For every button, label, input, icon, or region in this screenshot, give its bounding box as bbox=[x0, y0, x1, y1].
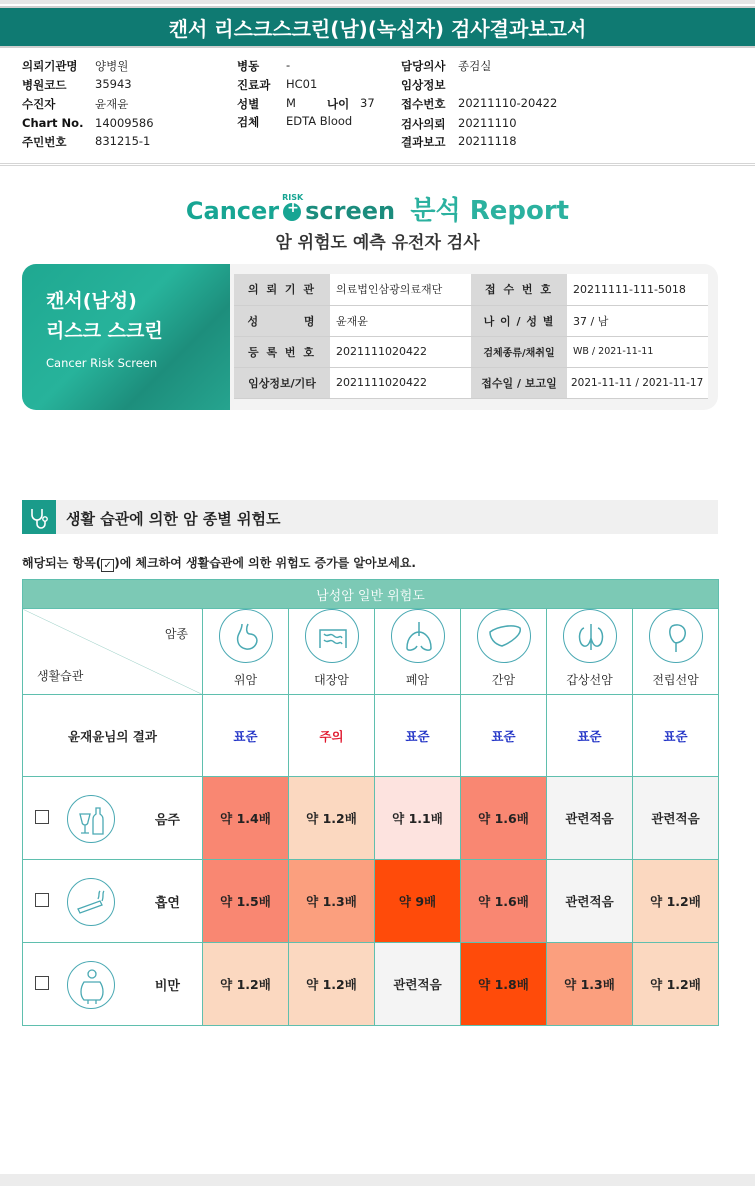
summary-label: 등 록 번 호 bbox=[234, 336, 330, 367]
summary-label: 나 이 / 성 별 bbox=[471, 305, 567, 336]
corner-bottom-label: 생활습관 bbox=[37, 669, 84, 683]
risk-cell: 약 1.4배 bbox=[203, 777, 289, 860]
risk-cell: 약 1.2배 bbox=[633, 943, 719, 1026]
info-label: 검체 bbox=[237, 115, 260, 129]
info-label: 접수번호 bbox=[401, 97, 446, 111]
risk-cell: 관련적음 bbox=[375, 943, 461, 1026]
summary-value: 2021111020422 bbox=[330, 336, 471, 367]
divider bbox=[0, 163, 755, 166]
card-title-1: 캔서(남성) bbox=[46, 290, 137, 312]
info-value: 윤재윤 bbox=[95, 97, 129, 111]
info-value: EDTA Blood bbox=[286, 114, 353, 128]
risk-cell: 약 1.1배 bbox=[375, 777, 461, 860]
info-value: 종검실 bbox=[458, 59, 492, 73]
risk-cell: 관련적음 bbox=[547, 860, 633, 943]
info-value: 20211110 bbox=[458, 116, 517, 130]
lifestyle-cell bbox=[23, 943, 203, 1026]
smoking-icon bbox=[67, 878, 115, 926]
summary-value: 의료법인삼광의료재단 bbox=[330, 274, 471, 305]
lung-icon bbox=[391, 609, 445, 663]
card-title-2: 리스크 스크린 bbox=[46, 320, 163, 342]
cancer-name: 대장암 bbox=[314, 673, 349, 687]
info-value: 14009586 bbox=[95, 116, 154, 130]
card-title-3: Cancer Risk Screen bbox=[46, 356, 158, 370]
lifestyle-name: 흡연 bbox=[154, 896, 180, 911]
page-subtitle: 암 위험도 예측 유전자 검사 bbox=[275, 233, 480, 253]
cancer-name: 폐암 bbox=[405, 673, 430, 687]
info-label: 결과보고 bbox=[401, 135, 446, 149]
info-label: 진료과 bbox=[237, 78, 271, 92]
info-label: Chart No. bbox=[22, 116, 84, 130]
lifestyle-name: 음주 bbox=[154, 813, 180, 828]
summary-value: 윤재윤 bbox=[330, 305, 471, 336]
instruction-before: 해당되는 항목( bbox=[22, 556, 102, 570]
summary-value: 2021-11-11 / 2021-11-17 bbox=[567, 367, 708, 398]
info-label: 병원코드 bbox=[22, 78, 67, 92]
result-value: 표준 bbox=[633, 695, 719, 777]
risk-cell: 약 1.5배 bbox=[203, 860, 289, 943]
age-label: 나이 bbox=[327, 97, 350, 111]
cancer-header bbox=[375, 609, 461, 695]
summary-card bbox=[22, 264, 718, 410]
corner-cell bbox=[23, 609, 203, 695]
risk-cell: 약 1.2배 bbox=[633, 860, 719, 943]
section-header bbox=[22, 500, 718, 534]
thyroid-icon bbox=[563, 609, 617, 663]
cancer-header bbox=[203, 609, 289, 695]
result-value: 주의 bbox=[289, 695, 375, 777]
alcohol-icon bbox=[67, 795, 115, 843]
lifestyle-checkbox[interactable] bbox=[35, 810, 49, 824]
info-label: 병동 bbox=[237, 59, 260, 73]
info-label: 주민번호 bbox=[22, 135, 67, 149]
info-label: 수진자 bbox=[22, 97, 56, 111]
risk-cell: 약 1.3배 bbox=[289, 860, 375, 943]
colon-icon bbox=[305, 609, 359, 663]
lifestyle-cell bbox=[23, 777, 203, 860]
summary-table bbox=[234, 274, 708, 399]
risk-cell: 약 1.6배 bbox=[461, 860, 547, 943]
corner-top-label: 암종 bbox=[164, 627, 188, 641]
risk-cell: 약 1.2배 bbox=[203, 943, 289, 1026]
info-value: M bbox=[286, 96, 296, 110]
table-caption: 남성암 일반 위험도 bbox=[23, 580, 719, 609]
risk-cell: 관련적음 bbox=[633, 777, 719, 860]
lifestyle-name: 비만 bbox=[154, 979, 180, 994]
logo-cancer: Cancer bbox=[185, 197, 280, 225]
report-title: 캔서 리스크스크린(남)(녹십자) 검사결과보고서 bbox=[0, 6, 755, 48]
info-value: 20211110-20422 bbox=[458, 96, 558, 110]
logo-report: 분석 Report bbox=[410, 196, 570, 226]
liver-icon bbox=[477, 609, 531, 663]
instruction-text bbox=[22, 554, 416, 572]
cancer-name: 위암 bbox=[233, 673, 258, 687]
risk-cell: 약 1.3배 bbox=[547, 943, 633, 1026]
cancer-header bbox=[633, 609, 719, 695]
summary-label: 임상정보/기타 bbox=[234, 367, 330, 398]
result-value: 표준 bbox=[375, 695, 461, 777]
result-value: 표준 bbox=[547, 695, 633, 777]
risk-cell: 약 1.8배 bbox=[461, 943, 547, 1026]
cancer-risk-screen-logo bbox=[0, 190, 755, 227]
cancer-header bbox=[547, 609, 633, 695]
patient-info bbox=[0, 56, 755, 164]
cancer-header bbox=[289, 609, 375, 695]
summary-label: 의 뢰 기 관 bbox=[234, 274, 330, 305]
info-label: 검사의뢰 bbox=[401, 117, 446, 131]
logo-risk: RISK bbox=[282, 193, 304, 202]
info-value: HC01 bbox=[286, 77, 318, 91]
cancer-name: 간암 bbox=[491, 673, 516, 687]
cancer-header bbox=[461, 609, 547, 695]
lifestyle-checkbox[interactable] bbox=[35, 893, 49, 907]
info-value: 양병원 bbox=[95, 59, 129, 73]
info-label: 성별 bbox=[237, 97, 260, 111]
stomach-icon bbox=[219, 609, 273, 663]
info-label: 임상정보 bbox=[401, 78, 446, 92]
summary-value: 2021111020422 bbox=[330, 367, 471, 398]
info-value: 831215-1 bbox=[95, 134, 151, 148]
info-label: 의뢰기관명 bbox=[22, 59, 78, 73]
age-value: 37 bbox=[360, 96, 375, 110]
result-value: 표준 bbox=[203, 695, 289, 777]
card-banner bbox=[22, 264, 230, 410]
obesity-icon bbox=[67, 961, 115, 1009]
logo-mark-icon bbox=[282, 193, 304, 221]
summary-value: 37 / 남 bbox=[567, 305, 708, 336]
info-value: - bbox=[286, 58, 291, 72]
prostate-icon bbox=[649, 609, 703, 663]
summary-label: 접수일 / 보고일 bbox=[471, 367, 567, 398]
summary-value: WB / 2021-11-11 bbox=[567, 336, 708, 367]
risk-cell: 약 1.2배 bbox=[289, 943, 375, 1026]
risk-cell: 약 9배 bbox=[375, 860, 461, 943]
checkmark-icon: ✓ bbox=[101, 559, 114, 572]
summary-value: 20211111-111-5018 bbox=[567, 274, 708, 305]
section-title: 생활 습관에 의한 암 종별 위험도 bbox=[66, 510, 281, 528]
risk-table bbox=[22, 579, 719, 1026]
summary-label: 성 명 bbox=[234, 305, 330, 336]
cancer-name: 갑상선암 bbox=[566, 673, 613, 687]
lifestyle-checkbox[interactable] bbox=[35, 976, 49, 990]
risk-cell: 약 1.6배 bbox=[461, 777, 547, 860]
risk-cell: 관련적음 bbox=[547, 777, 633, 860]
stethoscope-icon bbox=[22, 500, 56, 534]
risk-cell: 약 1.2배 bbox=[289, 777, 375, 860]
summary-label: 접 수 번 호 bbox=[471, 274, 567, 305]
lifestyle-cell bbox=[23, 860, 203, 943]
info-label: 담당의사 bbox=[401, 59, 446, 73]
summary-label: 검체종류/채취일 bbox=[471, 336, 567, 367]
result-label: 윤재윤님의 결과 bbox=[23, 695, 203, 777]
info-value: 20211118 bbox=[458, 134, 517, 148]
instruction-after: )에 체크하여 생활습관에 의한 위험도 증가를 알아보세요. bbox=[114, 556, 416, 570]
info-value: 35943 bbox=[95, 77, 132, 91]
logo-screen: screen bbox=[305, 197, 396, 225]
cancer-name: 전립선암 bbox=[652, 673, 699, 687]
result-value: 표준 bbox=[461, 695, 547, 777]
